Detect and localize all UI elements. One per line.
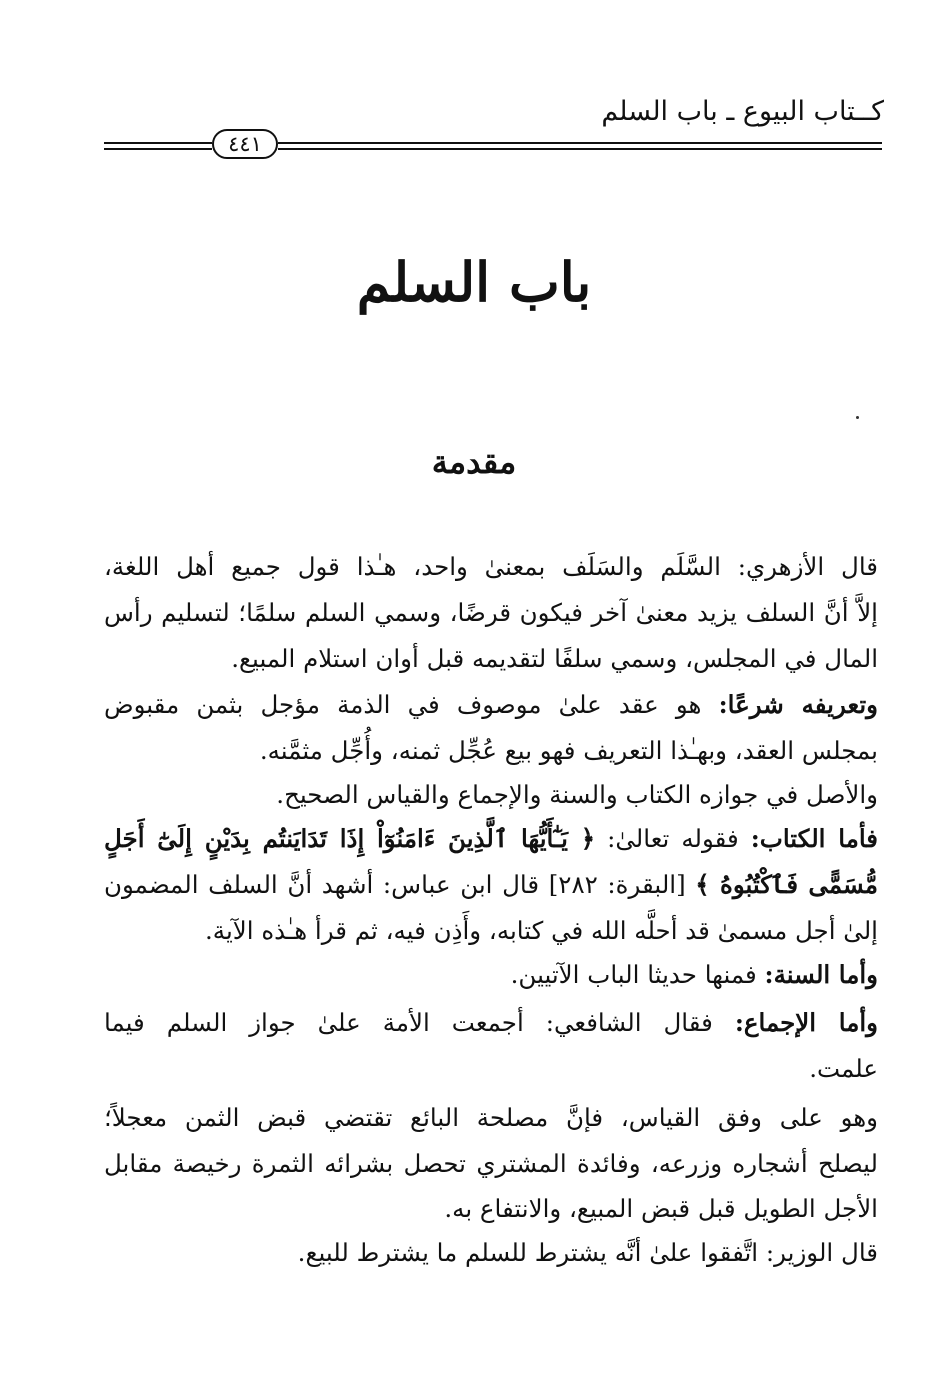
text-line <box>120 955 878 995</box>
section-title: مقدمة <box>431 443 517 481</box>
chapter-title: باب السلم <box>356 250 592 314</box>
text-line: قال الوزير: اتَّفقوا علىٰ أنَّه يشترط للسلم ما يشترط للبيع. <box>297 1238 878 1267</box>
text-line: علمت. <box>809 1054 878 1083</box>
print-speck <box>856 416 859 419</box>
text-run: هو عقد علىٰ موصوف في الذمة مؤجل بثمن مقبوض <box>104 690 719 719</box>
definition-lead: وتعريفه شرعًا: <box>718 690 878 719</box>
header-rule <box>278 148 882 150</box>
text-line <box>104 819 878 859</box>
text-run: فمنها حديثا الباب الآتيين. <box>510 960 765 989</box>
header-rule <box>278 142 882 144</box>
text-run: [البقرة: ٢٨٢] قال ابن عباس: أشهد أنَّ السلف المضمون <box>104 870 696 899</box>
text-line <box>104 1003 878 1043</box>
running-title: كــتاب البيوع ـ باب السلم <box>601 96 884 127</box>
text-line: ليصلح أشجاره وزرعه، وفائدة المشتري تحصل بشرائه الثمرة رخيصة مقابل <box>104 1149 878 1178</box>
text-line: المال في المجلس، وسمي سلفًا لتقديمه قبل أوان استلام المبيع. <box>231 644 878 673</box>
quran-verse: مُّسَمًّى فَٱكْتُبُوهُ ﴾ <box>695 870 878 899</box>
text-line-content: قال الأزهري: السَّلَم والسَلَف بمعنىٰ واحد، هـٰذا قول جميع أهل اللغة، <box>104 552 878 581</box>
page-number: ٤٤١ <box>212 129 278 159</box>
text-line: والأصل في جوازه الكتاب والسنة والإجماع والقياس الصحيح. <box>276 780 878 809</box>
text-line: إلىٰ أجل مسمىٰ قد أحلَّه الله في كتابه، وأَذِن فيه، ثم قرأ هـٰذه الآية. <box>205 916 878 945</box>
text-line: إلاَّ أنَّ السلف يزيد معنىٰ آخر فيكون قرضًا، وسمي السلم سلمًا؛ لتسليم رأس <box>104 598 878 627</box>
kitab-lead: فأما الكتاب: <box>750 824 878 853</box>
ijma-lead: وأما الإجماع: <box>734 1008 878 1037</box>
text-line <box>104 865 878 905</box>
header-rule <box>104 142 212 144</box>
text-line: وهو على وفق القياس، فإنَّ مصلحة البائع تقتضي قبض الثمن معجلاً؛ <box>104 1103 878 1132</box>
text-line <box>104 685 878 725</box>
text-line: الأجل الطويل قبل قبض المبيع، والانتفاع به. <box>444 1194 878 1223</box>
header-rule <box>104 148 212 150</box>
quran-verse: ﴿ يَـٰٓأَيُّهَا ٱلَّذِينَ ءَامَنُوٓاْ إِذَا تَدَايَنتُم بِدَيْنٍ إِلَىٰٓ أَجَلٍ <box>104 824 596 853</box>
sunnah-lead: وأما السنة: <box>764 960 878 989</box>
text-run: فقوله تعالىٰ: <box>595 824 751 853</box>
text-line <box>104 547 878 587</box>
text-run: فقال الشافعي: أجمعت الأمة علىٰ جواز السلم فيما <box>104 1008 735 1037</box>
text-line: بمجلس العقد، وبهـٰذا التعريف فهو بيع عُجِّل ثمنه، وأُجِّل مثمَّنه. <box>259 736 878 765</box>
